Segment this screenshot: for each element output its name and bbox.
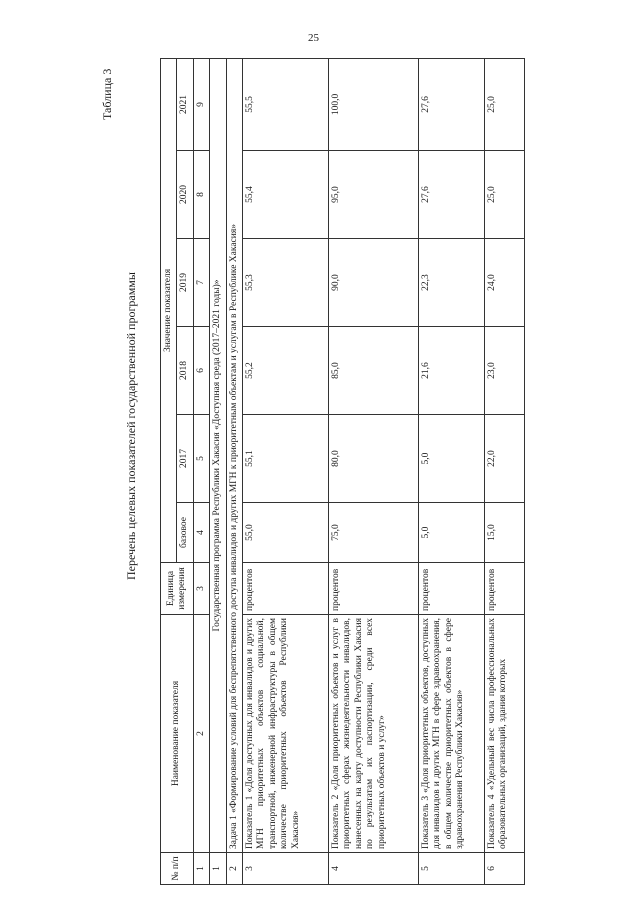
value-cell: 5,0	[418, 415, 484, 503]
value-cell: 23,0	[484, 327, 524, 415]
header-year: 2018	[177, 327, 193, 415]
value-cell: 5,0	[418, 503, 484, 563]
indicator-unit: процентов	[242, 563, 328, 615]
col-number: 9	[193, 58, 209, 150]
value-cell: 21,6	[418, 327, 484, 415]
value-cell: 22,0	[484, 415, 524, 503]
row-num: 3	[242, 853, 328, 885]
col-number: 3	[193, 563, 209, 615]
value-cell: 24,0	[484, 239, 524, 327]
value-cell: 80,0	[328, 415, 418, 503]
task-title: Задача 1 «Формирование условий для беспрепятственного доступа инвалидов и других МГН к приоритетным объектам и услугам в Республике Хакасия»	[226, 58, 242, 852]
header-row-1	[161, 58, 177, 884]
header-year: 2019	[177, 239, 193, 327]
header-num: № п/п	[161, 853, 194, 885]
program-row	[210, 58, 226, 884]
col-number: 8	[193, 151, 209, 239]
column-number-row	[193, 58, 209, 884]
table-row	[242, 58, 328, 884]
value-cell: 55,5	[242, 58, 328, 150]
value-cell: 55,0	[242, 503, 328, 563]
value-cell: 55,1	[242, 415, 328, 503]
value-cell: 100,0	[328, 58, 418, 150]
header-year: 2021	[177, 58, 193, 150]
value-cell: 90,0	[328, 239, 418, 327]
value-cell: 15,0	[484, 503, 524, 563]
document-title: Перечень целевых показателей государственной программы	[124, 272, 138, 580]
value-cell: 25,0	[484, 58, 524, 150]
table-row	[328, 58, 418, 884]
value-cell: 55,4	[242, 151, 328, 239]
indicator-name: Показатель 1 «Доля доступных для инвалидов и других МГН приоритетных объектов социальной, транспортной, инженерной инфраструктуры в общем количестве приоритетных объектов Республики Хакасия»	[242, 615, 328, 853]
col-number: 7	[193, 239, 209, 327]
header-year: 2020	[177, 151, 193, 239]
indicator-name: Показатель 2 «Доля приоритетных объектов и услуг в приоритетных сферах жизнедеятельности инвалидов, нанесенных на карту доступности Республики Хакасия по результатам их паспортизации, среди всех приоритетных объектов и услуг»	[328, 615, 418, 853]
row-num: 4	[328, 853, 418, 885]
col-number: 6	[193, 327, 209, 415]
value-cell: 95,0	[328, 151, 418, 239]
value-cell: 27,6	[418, 58, 484, 150]
row-num: 1	[210, 853, 226, 885]
task-row	[226, 58, 242, 884]
header-year: 2017	[177, 415, 193, 503]
col-number: 1	[193, 853, 209, 885]
indicator-unit: процентов	[484, 563, 524, 615]
col-number: 2	[193, 615, 209, 853]
page-number: 25	[308, 32, 319, 44]
header-value-group: Значение показателя	[161, 58, 177, 562]
table-row	[484, 58, 524, 884]
value-cell: 55,2	[242, 327, 328, 415]
table-label: Таблица 3	[100, 68, 114, 120]
header-name: Наименование показателя	[161, 615, 194, 853]
program-title: Государственная программа Республики Хакасия «Доступная среда (2017–2021 годы)»	[210, 58, 226, 852]
col-number: 5	[193, 415, 209, 503]
value-cell: 55,3	[242, 239, 328, 327]
indicators-table	[160, 58, 525, 885]
indicator-name: Показатель 4 «Удельный вес числа профессиональных образовательных организаций, здания которых	[484, 615, 524, 853]
row-num: 2	[226, 853, 242, 885]
value-cell: 22,3	[418, 239, 484, 327]
value-cell: 85,0	[328, 327, 418, 415]
row-num: 5	[418, 853, 484, 885]
indicator-unit: процентов	[418, 563, 484, 615]
header-year: базовое	[177, 503, 193, 563]
row-num: 6	[484, 853, 524, 885]
header-unit: Единица измерения	[161, 563, 194, 615]
table-row	[418, 58, 484, 884]
value-cell: 25,0	[484, 151, 524, 239]
value-cell: 75,0	[328, 503, 418, 563]
col-number: 4	[193, 503, 209, 563]
indicator-name: Показатель 3 «Доля приоритетных объектов, доступных для инвалидов и других МГН в сфере здравоохранения, в общем количестве приоритетных объектов в сфере здравоохранения Республики Хакасия»	[418, 615, 484, 853]
indicator-unit: процентов	[328, 563, 418, 615]
value-cell: 27,6	[418, 151, 484, 239]
